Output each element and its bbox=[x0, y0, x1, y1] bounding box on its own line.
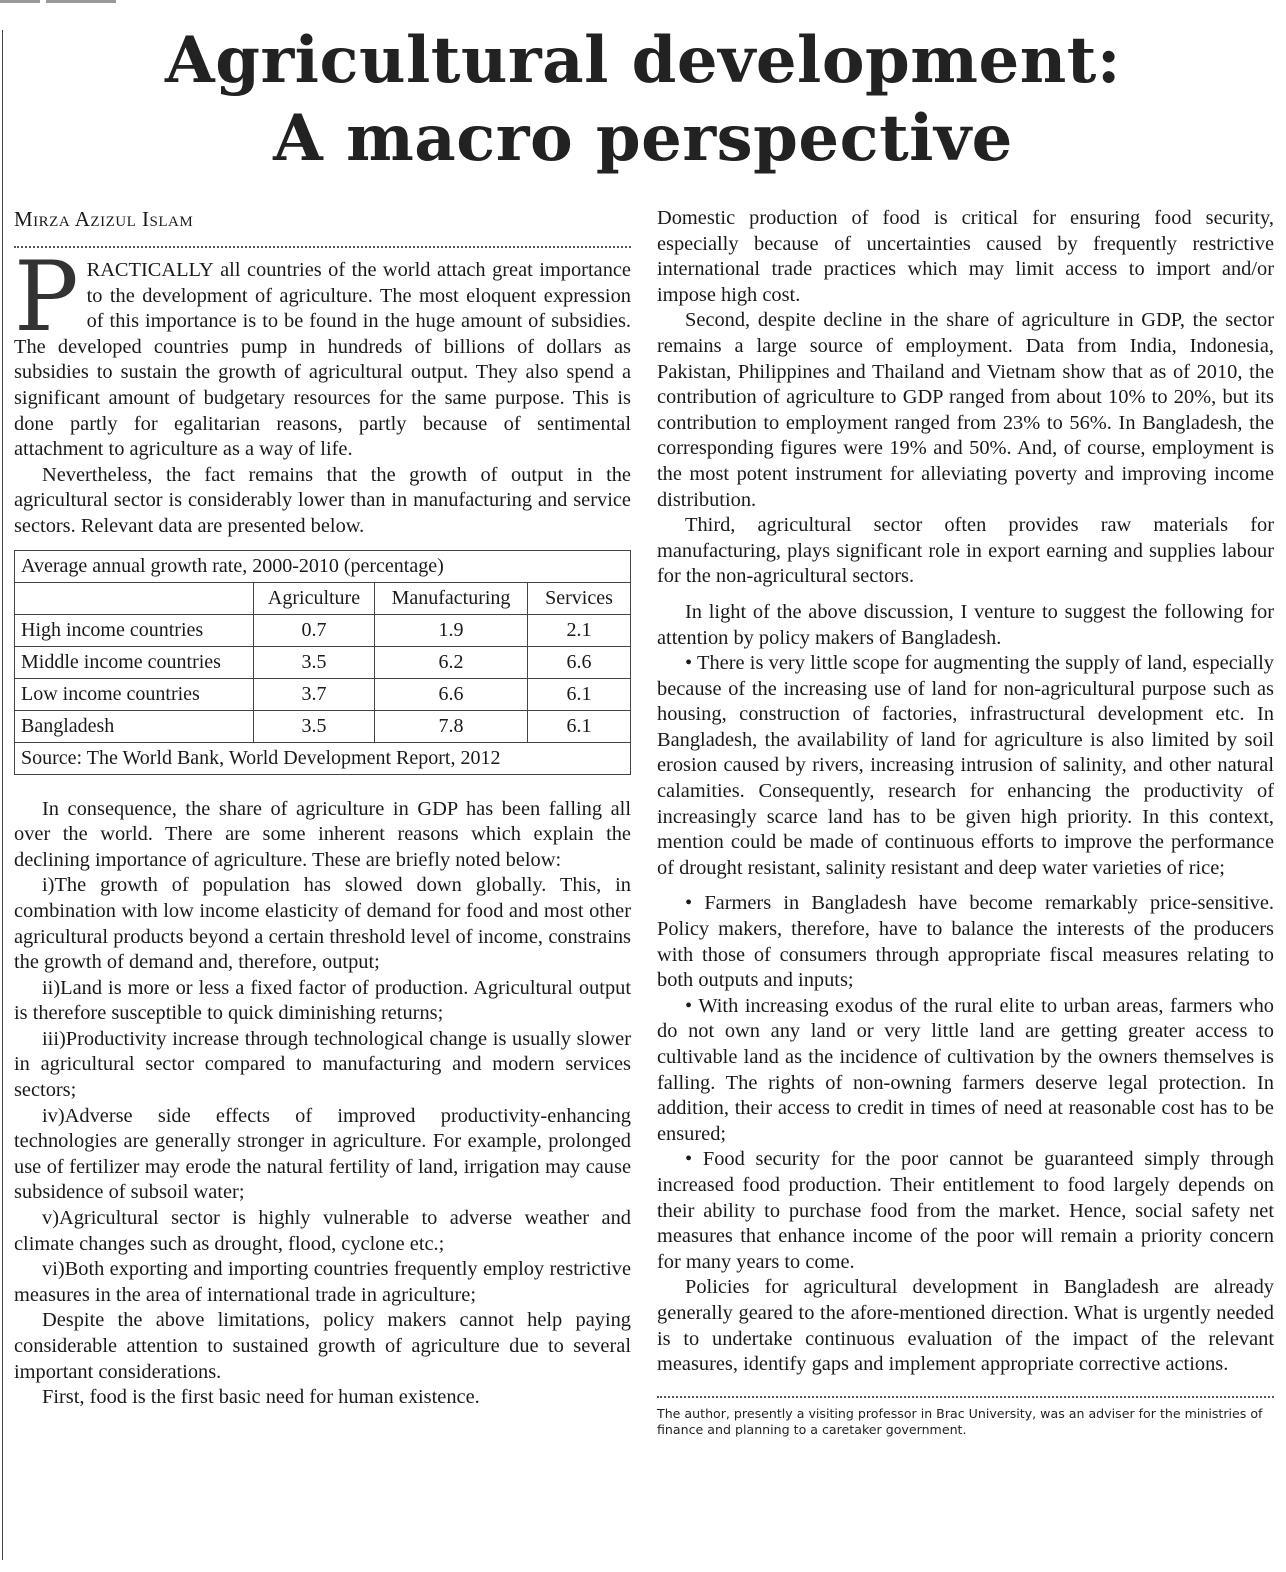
bullet-paragraph: • There is very little scope for augmenting the supply of land, especially because of the increasing use of land for non-agricultural purpose such as housing, construction of factories, infrastructural development etc. In Bangladesh, the availability of land for agriculture is also limited by soil erosion caused by rivers, increasing intrusion of salinity, and other natural calamities. Consequently, research for enhancing the productivity of increasingly scarce land has to be given high priority. In this context, mention could be made of continuous efforts to improve the performance of drought resistant, salinity resistant and deep water varieties of rice; bbox=[657, 652, 1274, 879]
table-header-cell: Manufacturing bbox=[375, 582, 528, 614]
table-cell: High income countries bbox=[15, 614, 254, 646]
paragraph: ii)Land is more or less a fixed factor of production. Agricultural output is therefore susceptible to quick diminishing returns; bbox=[14, 976, 631, 1025]
right-column bbox=[657, 206, 1274, 1438]
lead-text: all countries of the world attach great importance to the development of agriculture. The most eloquent expression of this importance is to be found in the huge amount of subsidies. The developed countries pump in hundreds of billions of dollars as subsidies to sustain the growth of agricultural output. They also spend a significant amount of budgetary resources for the same purpose. This is done partly for egalitarian reasons, partly because of sentimental attachment to agriculture as a way of life. bbox=[14, 259, 631, 461]
headline bbox=[0, 22, 1286, 178]
paragraph: i)The growth of population has slowed down globally. This, in combination with low income elasticity of demand for food and most other agricultural products beyond a certain threshold level of income, constrains the growth of demand and, therefore, output; bbox=[14, 874, 631, 974]
paragraph: Policies for agricultural development in Bangladesh are already generally geared to the afore-mentioned direction. What is urgently needed is to undertake continuous evaluation of the impact of the relevant measures, identify gaps and implement appropriate corrective actions. bbox=[657, 1276, 1274, 1376]
table-source-row bbox=[15, 742, 631, 774]
paragraph: Domestic production of food is critical for ensuring food security, especially because of uncertainties caused by frequently restrictive international trade practices which may limit access to import and/or impose high cost. bbox=[657, 207, 1274, 306]
table-cell: Middle income countries bbox=[15, 646, 254, 678]
headline-line-1: Agricultural development: bbox=[165, 23, 1121, 98]
table-cell: Low income countries bbox=[15, 678, 254, 710]
left-column bbox=[14, 206, 631, 1411]
bullet-paragraph: • With increasing exodus of the rural elite to urban areas, farmers who do not own any land or very little land are getting greater access to cultivable land as the incidence of cultivation by the owners themselves is falling. The rights of non-owning farmers deserve legal protection. In addition, their access to credit in times of need at reasonable cost has to be ensured; bbox=[657, 994, 1274, 1145]
table-header-row bbox=[15, 582, 631, 614]
byline: Mirza Azizul Islam bbox=[14, 207, 194, 231]
drop-cap: P bbox=[14, 241, 79, 353]
bullet-paragraph: • Food security for the poor cannot be guaranteed simply through increased food production. Their entitlement to food largely depends on their ability to purchase food from the market. Hence, social safety net measures that enhance income of the poor will remain a priority concern for many years to come. bbox=[657, 1148, 1274, 1273]
table-row bbox=[15, 614, 631, 646]
table-cell: 7.8 bbox=[375, 710, 528, 742]
paragraph: Second, despite decline in the share of agriculture in GDP, the sector remains a large source of employment. Data from India, Indonesia, Pakistan, Philippines and Thailand and Vietnam show that as of 2010, the contribution of agriculture to GDP ranged from about 10% to 20%, but its contribution to employment ranged from 23% to 56%. In Bangladesh, the corresponding figures were 19% and 50%. And, of course, employment is the most potent instrument for alleviating poverty and improving income distribution. bbox=[657, 309, 1274, 511]
paragraph: In light of the above discussion, I venture to suggest the following for attention by policy makers of Bangladesh. bbox=[657, 600, 1274, 649]
table-cell: 6.1 bbox=[528, 710, 631, 742]
table-cell: 3.7 bbox=[254, 678, 375, 710]
bullet-paragraph: • Farmers in Bangladesh have become remarkably price-sensitive. Policy makers, therefore, have to balance the interests of the producers with those of consumers through appropriate fiscal measures relating to both outputs and inputs; bbox=[657, 892, 1274, 992]
lead-first-word: RACTICALLY bbox=[86, 259, 214, 281]
headline-line-2: A macro perspective bbox=[273, 101, 1013, 176]
lead-paragraph bbox=[14, 241, 631, 463]
table-cell: 6.1 bbox=[528, 678, 631, 710]
page-corner-mark bbox=[0, 0, 150, 6]
table-cell: 0.7 bbox=[254, 614, 375, 646]
paragraph: iv)Adverse side effects of improved productivity-enhancing technologies are generally stronger in agriculture. For example, prolonged use of fertilizer may erode the natural fertility of land, irrigation may cause subsidence of subsoil water; bbox=[14, 1104, 631, 1204]
table-caption-row bbox=[15, 550, 631, 582]
paragraph: iii)Productivity increase through technological change is usually slower in agricultural sector compared to manufacturing and modern services sectors; bbox=[14, 1027, 631, 1102]
table-cell: 6.6 bbox=[375, 678, 528, 710]
table-caption: Average annual growth rate, 2000-2010 (percentage) bbox=[15, 550, 631, 582]
table-cell: 3.5 bbox=[254, 646, 375, 678]
table-cell: 6.6 bbox=[528, 646, 631, 678]
paragraph: In consequence, the share of agriculture in GDP has been falling all over the world. There are some inherent reasons which explain the declining importance of agriculture. These are briefly noted below: bbox=[14, 797, 631, 871]
byline-divider bbox=[14, 246, 631, 248]
table-source: Source: The World Bank, World Development Report, 2012 bbox=[15, 742, 631, 774]
table-cell: 6.2 bbox=[375, 646, 528, 678]
paragraph: v)Agricultural sector is highly vulnerable to adverse weather and climate changes such as drought, flood, cyclone etc.; bbox=[14, 1207, 631, 1255]
paragraph: Nevertheless, the fact remains that the growth of output in the agricultural sector is considerably lower than in manufacturing and service sectors. Relevant data are presented below. bbox=[14, 463, 631, 537]
paragraph: vi)Both exporting and importing countries frequently employ restrictive measures in the area of international trade in agriculture; bbox=[14, 1258, 631, 1306]
table-header-cell bbox=[15, 582, 254, 614]
paragraph: First, food is the first basic need for human existence. bbox=[42, 1386, 480, 1409]
paragraph: Despite the above limitations, policy makers cannot help paying considerable attention to sustained growth of agriculture due to several important considerations. bbox=[14, 1309, 631, 1383]
table-row bbox=[15, 646, 631, 678]
author-note: The author, presently a visiting professor in Brac University, was an adviser for the ministries of finance and planning to a caretaker government. bbox=[657, 1396, 1274, 1438]
table-header-cell: Agriculture bbox=[254, 582, 375, 614]
table-row bbox=[15, 678, 631, 710]
table-cell: 1.9 bbox=[375, 614, 528, 646]
table-cell: Bangladesh bbox=[15, 710, 254, 742]
column-rule bbox=[2, 30, 3, 1560]
table-row bbox=[15, 710, 631, 742]
table-header-cell: Services bbox=[528, 582, 631, 614]
paragraph: Third, agricultural sector often provides raw materials for manufacturing, plays significant role in export earning and supplies labour for the non-agricultural sectors. bbox=[657, 514, 1274, 588]
table-cell: 2.1 bbox=[528, 614, 631, 646]
paragraph-gap bbox=[657, 881, 1274, 891]
table-cell: 3.5 bbox=[254, 710, 375, 742]
paragraph-gap bbox=[657, 590, 1274, 600]
growth-rate-table bbox=[14, 550, 631, 775]
